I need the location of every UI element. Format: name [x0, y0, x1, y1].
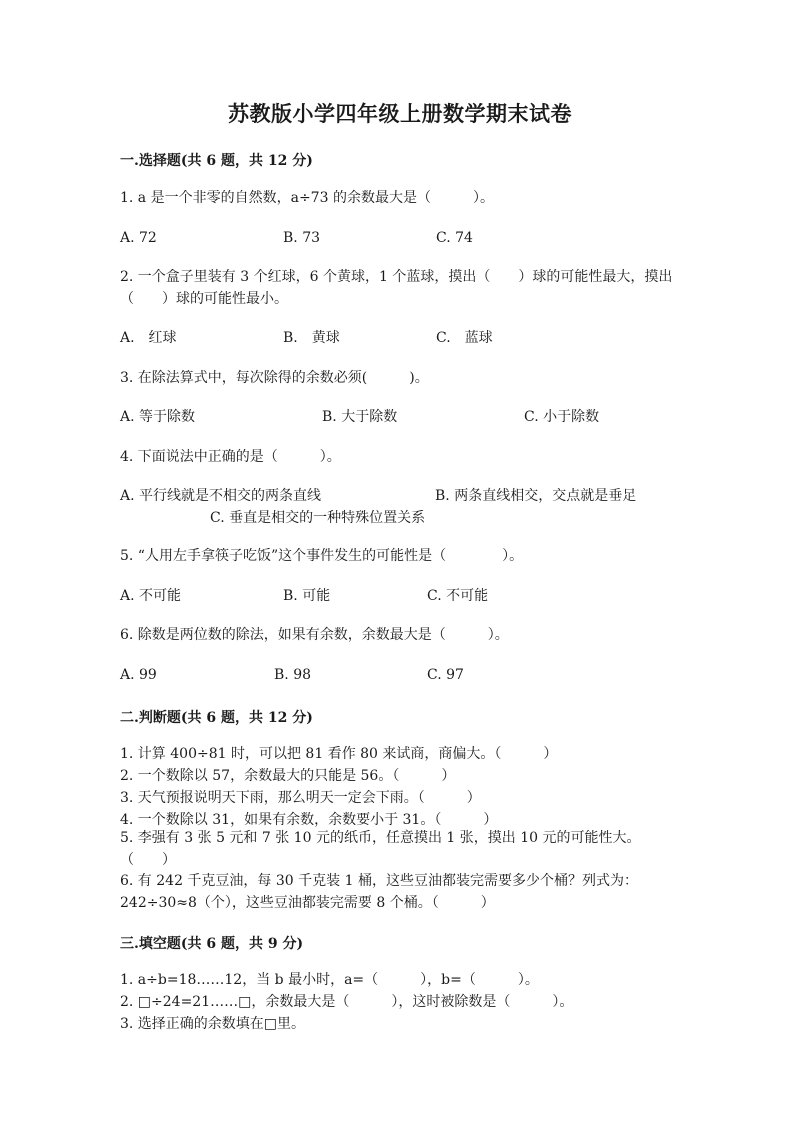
choice-q2-option-a: A. 红球	[120, 330, 177, 346]
choice-q6-option-c: C. 97	[427, 667, 464, 683]
page-title: 苏教版小学四年级上册数学期末试卷	[228, 101, 572, 126]
choice-q5-option-a: A. 不可能	[120, 588, 182, 604]
choice-q1-option-a: A. 72	[120, 230, 157, 246]
choice-q6-option-b: B. 98	[274, 667, 312, 683]
choice-q4-option-a: A. 平行线就是不相交的两条直线	[120, 488, 322, 504]
choice-question-5: 5. “人用左手拿筷子吃饭”这个事件发生的可能性是（ ）。	[120, 548, 524, 564]
section-heading-choice: 一.选择题(共 6 题，共 12 分)	[120, 153, 313, 169]
choice-q2-option-c: C. 蓝球	[436, 330, 493, 346]
judge-item-4: 4. 一个数除以 31，如果有余数，余数要小于 31。（ ）	[120, 812, 498, 828]
choice-q1-option-b: B. 73	[283, 230, 321, 246]
choice-q3-option-b: B. 大于除数	[322, 409, 398, 425]
choice-q3-option-a: A. 等于除数	[120, 409, 196, 425]
fill-item-2: 2. □÷24=21……□，余数最大是（ ），这时被除数是（ ）。	[120, 994, 574, 1010]
judge-item-1: 1. 计算 400÷81 时，可以把 81 看作 80 来试商，商偏大。（ ）	[120, 746, 558, 762]
section-heading-judge: 二.判断题(共 6 题，共 12 分)	[120, 710, 313, 726]
choice-q4-option-b: B. 两条直线相交，交点就是垂足	[435, 488, 637, 504]
choice-q1-option-c: C. 74	[436, 230, 473, 246]
choice-question-3: 3. 在除法算式中，每次除得的余数必须( )。	[120, 370, 429, 386]
choice-q3-option-c: C. 小于除数	[524, 409, 600, 425]
choice-q5-option-c: C. 不可能	[427, 588, 489, 604]
choice-question-1: 1. a 是一个非零的自然数，a÷73 的余数最大是（ ）。	[120, 190, 494, 206]
choice-q5-option-b: B. 可能	[283, 588, 331, 604]
judge-item-3: 3. 天气预报说明天下雨，那么明天一定会下雨。（ ）	[120, 790, 481, 806]
fill-item-1: 1. a÷b=18……12，当 b 最小时，a=（ ），b=（ ）。	[120, 972, 539, 988]
choice-q6-option-a: A. 99	[120, 667, 157, 683]
judge-item-5: 5. 李强有 3 张 5 元和 7 张 10 元的纸币，任意摸出 1 张，摸出 10 元的可能性大。 （ ）	[120, 830, 662, 868]
choice-question-6: 6. 除数是两位数的除法，如果有余数，余数最大是（ ）。	[120, 627, 509, 643]
choice-q2-option-b: B. 黄球	[283, 330, 340, 346]
choice-q4-option-c: C. 垂直是相交的一种特殊位置关系	[210, 510, 426, 526]
fill-item-3: 3. 选择正确的余数填在□里。	[120, 1016, 306, 1032]
section-heading-fill: 三.填空题(共 6 题，共 9 分)	[120, 936, 304, 952]
judge-item-6: 6. 有 242 千克豆油，每 30 千克装 1 桶，这些豆油都装完需要多少个桶？列式为：242÷30≈8（个），这些豆油都装完需要 8 个桶。（ ）	[120, 873, 638, 911]
choice-question-4: 4. 下面说法中正确的是（ ）。	[120, 449, 341, 465]
judge-item-2: 2. 一个数除以 57，余数最大的只能是 56。（ ）	[120, 768, 456, 784]
choice-question-2: 2. 一个盒子里装有 3 个红球，6 个黄球，1 个蓝球，摸出（ ）球的可能性最大，摸出（ ）球的可能性最小。	[120, 269, 673, 307]
